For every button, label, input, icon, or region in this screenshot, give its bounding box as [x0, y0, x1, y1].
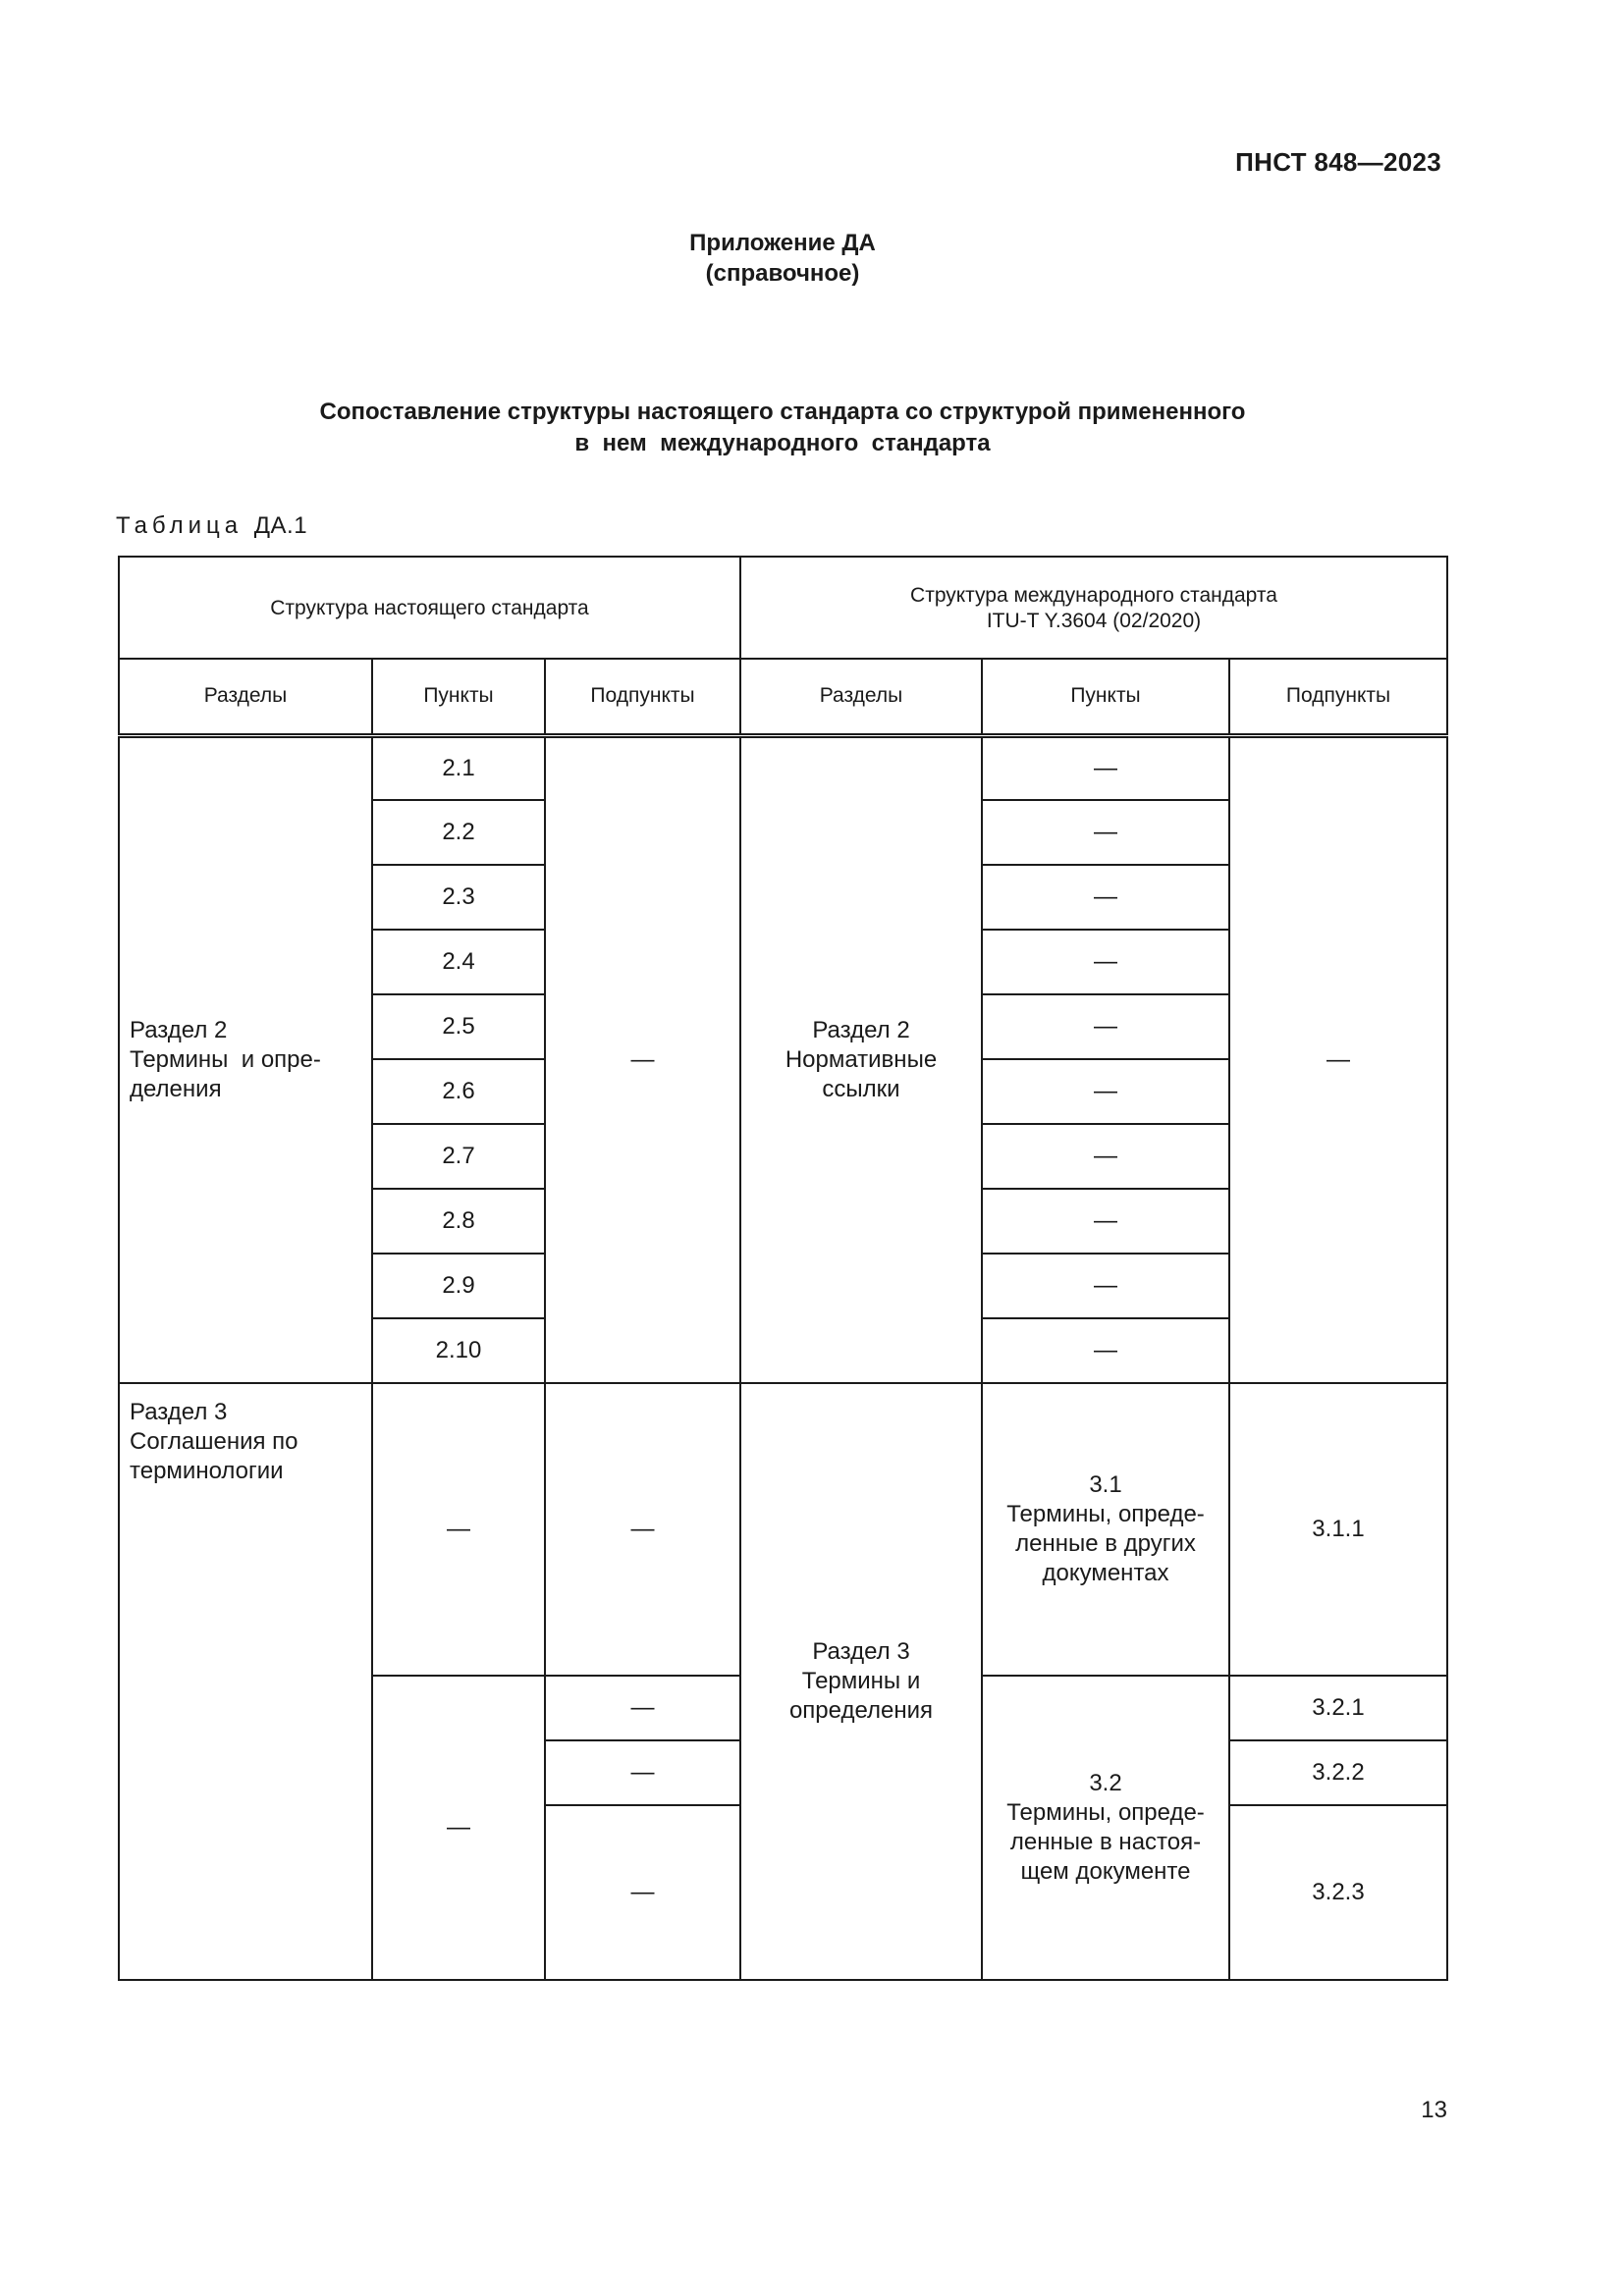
appendix-subtitle: (справочное): [705, 260, 860, 287]
current-item: 2.7: [372, 1124, 545, 1189]
item-3-2-line: ленные в настоя-: [1009, 1829, 1202, 1855]
current-item: 2.1: [372, 735, 545, 800]
item-3-1-line: Термины, опреде-: [1006, 1501, 1205, 1527]
column-header: Пункты: [982, 659, 1229, 735]
international-item-dash: —: [982, 1059, 1229, 1124]
item-3-1-line: 3.1: [1089, 1471, 1122, 1498]
section-title-line-2: в нем международного стандарта: [574, 430, 991, 456]
international-item-dash: —: [982, 1124, 1229, 1189]
current-section-3: [119, 1383, 372, 1980]
international-item-dash: —: [982, 930, 1229, 994]
current-section-2-line: деления: [130, 1075, 222, 1102]
international-section-2-line: Нормативные: [785, 1045, 938, 1073]
header-international-line-1: Структура международного стандарта: [910, 584, 1277, 607]
international-section-2-line: Раздел 2: [812, 1016, 910, 1043]
international-section-3-line: Раздел 3: [812, 1638, 910, 1665]
current-section-3-line: Соглашения по: [130, 1428, 298, 1455]
current-subitem-dash: —: [545, 1805, 740, 1980]
international-section-3-line: определения: [788, 1697, 934, 1724]
current-item: 2.2: [372, 800, 545, 865]
item-3-2-line: 3.2: [1089, 1770, 1122, 1796]
international-item-dash: —: [982, 800, 1229, 865]
current-subitem-dash: —: [545, 735, 740, 1383]
table-header-group-row: [119, 557, 1447, 659]
column-header: Пункты: [372, 659, 545, 735]
international-subitem: 3.2.3: [1229, 1805, 1447, 1980]
international-subitem: 3.2.1: [1229, 1676, 1447, 1740]
document-code: ПНСТ 848—2023: [1235, 147, 1441, 177]
international-section-3: [740, 1383, 982, 1980]
column-header: Подпункты: [545, 659, 740, 735]
header-international-line-2: ITU-T Y.3604 (02/2020): [986, 610, 1202, 632]
current-subitem-dash: —: [545, 1383, 740, 1676]
international-item-3-1: [982, 1383, 1229, 1676]
current-item: 2.10: [372, 1318, 545, 1383]
item-3-1-line: документах: [1042, 1560, 1169, 1586]
item-3-1-line: ленные в других: [1015, 1530, 1196, 1557]
appendix-heading: [0, 228, 1565, 289]
current-item-dash: —: [372, 1676, 545, 1980]
current-item-dash: —: [372, 1383, 545, 1676]
current-section-2-line: Термины и опре-: [130, 1045, 321, 1073]
header-current-standard: Структура настоящего стандарта: [119, 557, 740, 659]
table-row: [119, 735, 1447, 800]
current-section-2: [119, 735, 372, 1383]
table-label: [116, 512, 307, 540]
header-international-standard: [740, 557, 1447, 659]
international-item-dash: —: [982, 865, 1229, 930]
international-section-2: [740, 735, 982, 1383]
international-subitem: 3.2.2: [1229, 1740, 1447, 1805]
current-item: 2.5: [372, 994, 545, 1059]
current-section-3-line: терминологии: [130, 1458, 284, 1484]
international-item-dash: —: [982, 994, 1229, 1059]
current-item: 2.6: [372, 1059, 545, 1124]
column-header: Разделы: [119, 659, 372, 735]
column-header: Разделы: [740, 659, 982, 735]
international-section-3-line: Термины и: [801, 1668, 921, 1694]
appendix-title: Приложение ДА: [689, 230, 876, 256]
table-row: [119, 1383, 1447, 1676]
current-subitem-dash: —: [545, 1740, 740, 1805]
item-3-2-line: Термины, опреде-: [1006, 1799, 1205, 1826]
table-label-number: ДА.1: [253, 512, 308, 539]
international-section-2-line: ссылки: [822, 1075, 900, 1102]
international-item-dash: —: [982, 735, 1229, 800]
international-item-dash: —: [982, 1254, 1229, 1318]
current-section-2-line: Раздел 2: [130, 1016, 228, 1043]
international-item-dash: —: [982, 1189, 1229, 1254]
current-item: 2.3: [372, 865, 545, 930]
comparison-table: [118, 556, 1448, 1981]
current-item: 2.9: [372, 1254, 545, 1318]
international-subitem-dash: —: [1229, 735, 1447, 1383]
column-header: Подпункты: [1229, 659, 1447, 735]
current-item: 2.8: [372, 1189, 545, 1254]
table-header-columns-row: [119, 659, 1447, 735]
item-3-2-line: щем документе: [1020, 1858, 1191, 1885]
international-item-dash: —: [982, 1318, 1229, 1383]
international-item-3-2: [982, 1676, 1229, 1980]
current-subitem-dash: —: [545, 1676, 740, 1740]
page-number: 13: [1421, 2097, 1447, 2123]
table-label-word: Таблица: [116, 512, 244, 539]
current-section-3-line: Раздел 3: [130, 1399, 228, 1425]
section-title-line-1: Сопоставление структуры настоящего стандарта со структурой примененного: [319, 399, 1246, 425]
section-title: [0, 397, 1565, 459]
international-subitem: 3.1.1: [1229, 1383, 1447, 1676]
current-item: 2.4: [372, 930, 545, 994]
